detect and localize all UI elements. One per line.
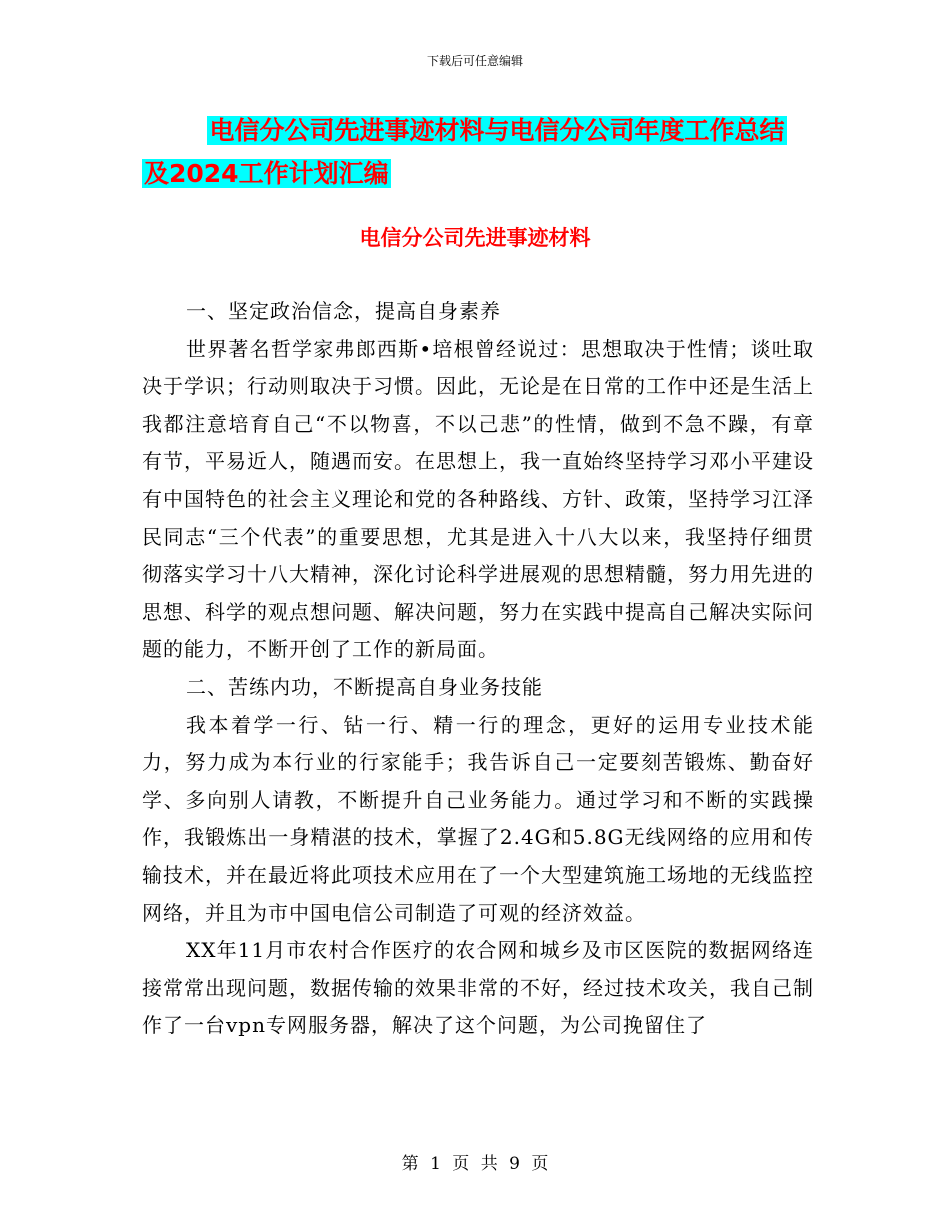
header-note: 下载后可任意编辑 xyxy=(426,54,523,68)
paragraph-1: 世界著名哲学家弗郎西斯•培根曾经说过：思想取决于性情；谈吐取决于学识；行动则取决于习惯。因此，无论是在日常的工作中还是生活上我都注意培育自己“不以物喜，不以己悲”的性情，做到不急不躁，有章有节，平易近人，随遇而安。在思想上，我一直始终坚持学习邓小平建设有中国特色的社会主义理论和党的各种路线、方针、政策，坚持学习江泽民同志“三个代表”的重要思想，尤其是进入十八大以来，我坚持仔细贯彻落实学习十八大精神，深化讨论科学进展观的思想精髓，努力用先进的思想、科学的观点想问题、解决问题，努力在实践中提高自己解决实际问题的能力，不断开创了工作的新局面。 xyxy=(142,336,814,662)
body-text xyxy=(142,293,814,1045)
heading-2: 二、苦练内功，不断提高自身业务技能 xyxy=(186,674,543,699)
document-title-line-2 xyxy=(142,157,742,191)
heading-1: 一、坚定政治信念，提高自身素养 xyxy=(186,299,501,323)
section-title: 电信分公司先进事迹材料 xyxy=(359,226,591,250)
title-highlight-2: 及2024工作计划汇编 xyxy=(144,159,389,188)
page-footer: 第 1 页 共 9 页 xyxy=(401,1154,549,1174)
paragraph-2: 我本着学一行、钻一行、精一行的理念，更好的运用专业技术能力，努力成为本行业的行家能手；我告诉自己一定要刻苦锻炼、勤奋好学、多向别人请教，不断提升自己业务能力。通过学习和不断的实践操作，我锻炼出一身精湛的技术，掌握了2.4G和5.8G无线网络的应用和传输技术，并在最近将此项技术应用在了一个大型建筑施工场地的无线监控网络，并且为市中国电信公司制造了可观的经济效益。 xyxy=(142,712,814,925)
title-highlight-1: 电信分公司先进事迹材料与电信分公司年度工作总结 xyxy=(209,116,785,145)
paragraph-3: XX年11月市农村合作医疗的农合网和城乡及市区医院的数据网络连接常常出现问题，数据传输的效果非常的不好，经过技术攻关，我自己制作了一台vpn专网服务器，解决了这个问题，为公司挽留住了 xyxy=(142,938,814,1038)
document-title-line-1 xyxy=(0,114,950,148)
